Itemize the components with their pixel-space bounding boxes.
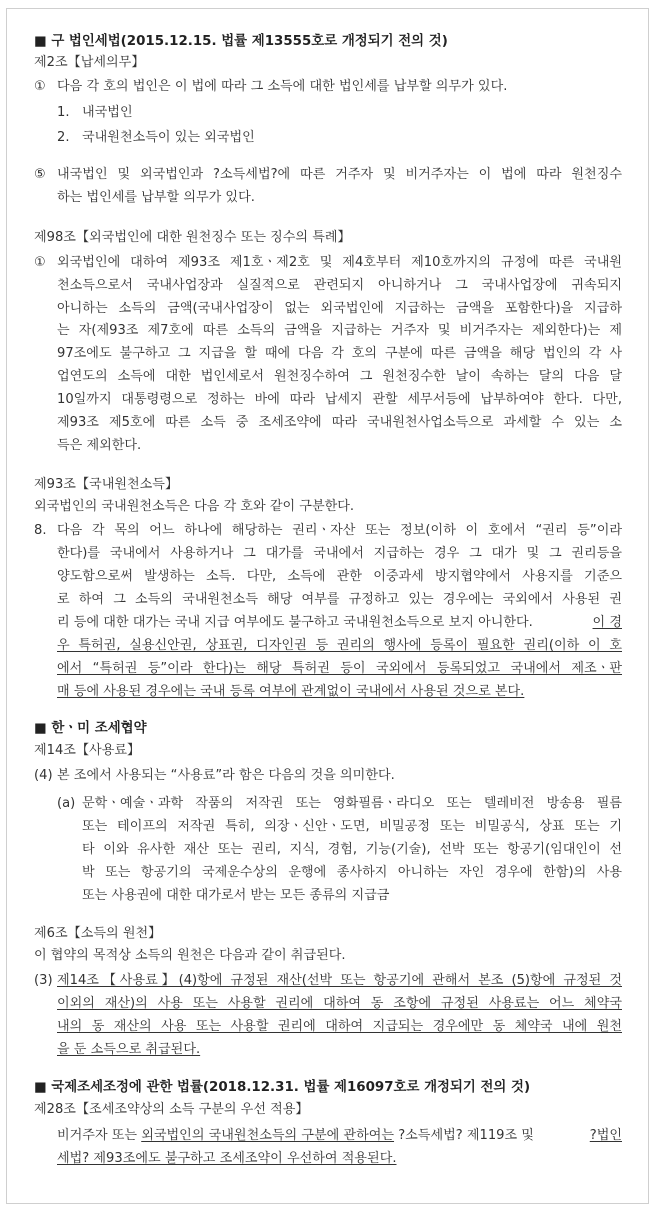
paragraph-line <box>57 614 622 632</box>
paragraph-line: 또는 사용권에 대한 대가로서 받는 모든 종류의 지급금 <box>82 888 390 903</box>
item-marker: 1. <box>57 105 70 120</box>
paragraph-line: 하는 법인세를 납부할 의무가 있다. <box>57 190 255 205</box>
paragraph-marker: (3) <box>34 973 53 988</box>
paragraph-line: 득은 제외한다. <box>57 438 142 453</box>
underlined-segment: 외국법인의 국내원천소득의 구분에 관하여는 <box>141 1128 395 1143</box>
article-intro: 외국법인의 국내원천소득은 다음 각 호와 같이 구분한다. <box>34 499 355 514</box>
paragraph-marker: ⑤ <box>34 167 46 182</box>
paragraph-line: 내국법인 및 외국법인과 ?소득세법?에 따른 거주자 및 비거주자는 이 법에 따라 원천징수 <box>57 167 622 182</box>
underlined-line: 내의 동 재산의 사용 또는 사용할 권리에 대하여 지급되는 경우에만 동 체약국 내에 원천 <box>57 1019 622 1034</box>
paragraph-line: 박 또는 항공기의 국제운수상의 운행에 종사하지 아니하는 자인 경우에 한함)의 사용 <box>82 865 622 880</box>
paragraph-line: 한다)를 국내에서 사용하거나 그 대가를 국내에서 지급하는 경우 그 대가 및 그 권리등을 <box>57 546 622 561</box>
article-title: 제28조【조세조약상의 소득 구분의 우선 적용】 <box>34 1102 309 1117</box>
underlined-segment: ?법인 <box>589 1128 622 1143</box>
paragraph-line: 또는 테이프의 저작권 특히, 의장ㆍ신안ㆍ도면, 비밀공정 또는 비밀공식, 상표 또는 기 <box>82 819 622 834</box>
section-heading-corporate-tax-act: ■ 구 법인세법(2015.12.15. 법률 제13555호로 개정되기 전의 것) <box>34 34 448 49</box>
article-title: 제2조【납세의무】 <box>34 55 145 70</box>
item-marker: 2. <box>57 130 70 145</box>
paragraph-line: 외국법인에 대하여 제93조 제1호ㆍ제2호 및 제4호부터 제10호까지의 규정에 따른 국내원 <box>57 255 622 270</box>
article-title: 제6조【소득의 원천】 <box>34 926 162 941</box>
item-text: 국내원천소득이 있는 외국법인 <box>82 130 255 145</box>
section-heading-international-tax-act: ■ 국제조세조정에 관한 법률(2018.12.31. 법률 제16097호로 개정되기 전의 것) <box>34 1080 531 1095</box>
article-title: 제14조【사용료】 <box>34 743 141 758</box>
underlined-line: 세법? 제93조에도 불구하고 조세조약이 우선하여 적용된다. <box>57 1151 397 1166</box>
paragraph-line: 로 하여 그 소득의 국내원천소득 해당 여부를 규정하고 있는 경우에는 국외에서 사용된 권 <box>57 592 622 607</box>
paragraph-marker: ① <box>34 255 46 270</box>
item-text: 내국법인 <box>82 105 133 120</box>
underlined-line: 제14조【사용료】(4)항에 규정된 재산(선박 또는 항공기에 관해서 본조 (5)항에 규정된 것 <box>57 973 622 988</box>
paragraph-line: 본 조에서 사용되는 “사용료”라 함은 다음의 것을 의미한다. <box>57 768 395 783</box>
underlined-line: 을 둔 소득으로 취급된다. <box>57 1042 201 1057</box>
paragraph-line: 는 자(제93조 제7호에 따른 소득의 금액을 지급하는 거주자 및 비거주자는 제외한다)는 제 <box>57 323 622 338</box>
underlined-line: 매 등에 사용된 경우에는 국내 등록 여부에 관계없이 국내에서 사용된 것으로 본다. <box>57 684 525 699</box>
paragraph-line-segment: 비거주자 또는 <box>57 1128 142 1143</box>
paragraph-marker: ① <box>34 79 46 94</box>
underlined-line: 우 특허권, 실용신안권, 상표권, 디자인권 등 권리의 행사에 등록이 필요한 권리(이하 이 호 <box>57 638 622 653</box>
item-marker: 8. <box>34 523 47 538</box>
paragraph-line: 97조에도 불구하고 그 지급을 할 때에 다음 각 호의 구분에 따른 금액을 해당 법인의 각 사 <box>57 346 622 361</box>
article-intro: 이 협약의 목적상 소득의 원천은 다음과 같이 취급된다. <box>34 948 346 963</box>
article-title: 제93조【국내원천소득】 <box>34 477 179 492</box>
item-marker: (a) <box>57 796 76 811</box>
underlined-segment: 이 경 <box>592 615 622 630</box>
paragraph-line: 다음 각 호의 법인은 이 법에 따라 그 소득에 대한 법인세를 납부할 의무가 있다. <box>57 79 508 94</box>
underlined-line: 이외의 재산)의 사용 또는 사용할 권리에 대하여 동 조항에 규정된 사용료는 어느 체약국 <box>57 996 622 1011</box>
paragraph-line: 다음 각 목의 어느 하나에 해당하는 권리ㆍ자산 또는 정보(이하 이 호에서 “권리 등”이라 <box>57 523 622 538</box>
underlined-line: 에서 “특허권 등”이라 한다)는 해당 특허권 등이 국외에서 등록되었고 국내에서 제조ㆍ판 <box>57 661 622 676</box>
paragraph-line: 제93조 제5호에 따른 소득 중 조세조약에 따라 국내원천사업소득으로 과세할 수 있는 소 <box>57 415 622 430</box>
paragraph-line: 천소득으로서 국내사업장과 실질적으로 관련되지 아니하거나 그 국내사업장에 귀속되지 <box>57 278 622 293</box>
paragraph-line: 업연도의 소득에 대한 법인세로서 원천징수하여 그 원천징수한 날이 속하는 달의 다음 달 <box>57 369 622 384</box>
paragraph-line-segment: ?소득세법? 제119조 및 <box>394 1128 539 1143</box>
paragraph-line: 문학ㆍ예술ㆍ과학 작품의 저작권 또는 영화필름ㆍ라디오 또는 텔레비전 방송용 필름 <box>82 796 622 811</box>
section-heading-korea-us-treaty: ■ 한ㆍ미 조세협약 <box>34 721 147 736</box>
paragraph-line: 타 이와 유사한 재산 또는 권리, 지식, 경험, 기능(기술), 선박 또는 항공기(임대인이 선 <box>82 842 622 857</box>
article-title: 제98조【외국법인에 대한 원천징수 또는 징수의 특례】 <box>34 230 351 245</box>
paragraph-line: 10일까지 대통령령으로 정하는 바에 따라 납세지 관할 세무서등에 납부하여야 한다. 다만, <box>57 392 622 407</box>
paragraph-line: 아니하는 소득의 금액(국내사업장이 없는 외국법인에 지급하는 금액을 포함한다)을 지급하 <box>57 301 622 316</box>
paragraph-line: 양도함으로써 발생하는 소득. 다만, 소득에 관한 이중과세 방지협약에서 사용지를 기준으 <box>57 569 622 584</box>
paragraph-line <box>57 1127 622 1145</box>
paragraph-line-segment: 리 등에 대한 대가는 국내 지급 여부에도 불구하고 국내원천소득으로 보지 아니한다. <box>57 615 537 630</box>
paragraph-marker: (4) <box>34 768 53 783</box>
